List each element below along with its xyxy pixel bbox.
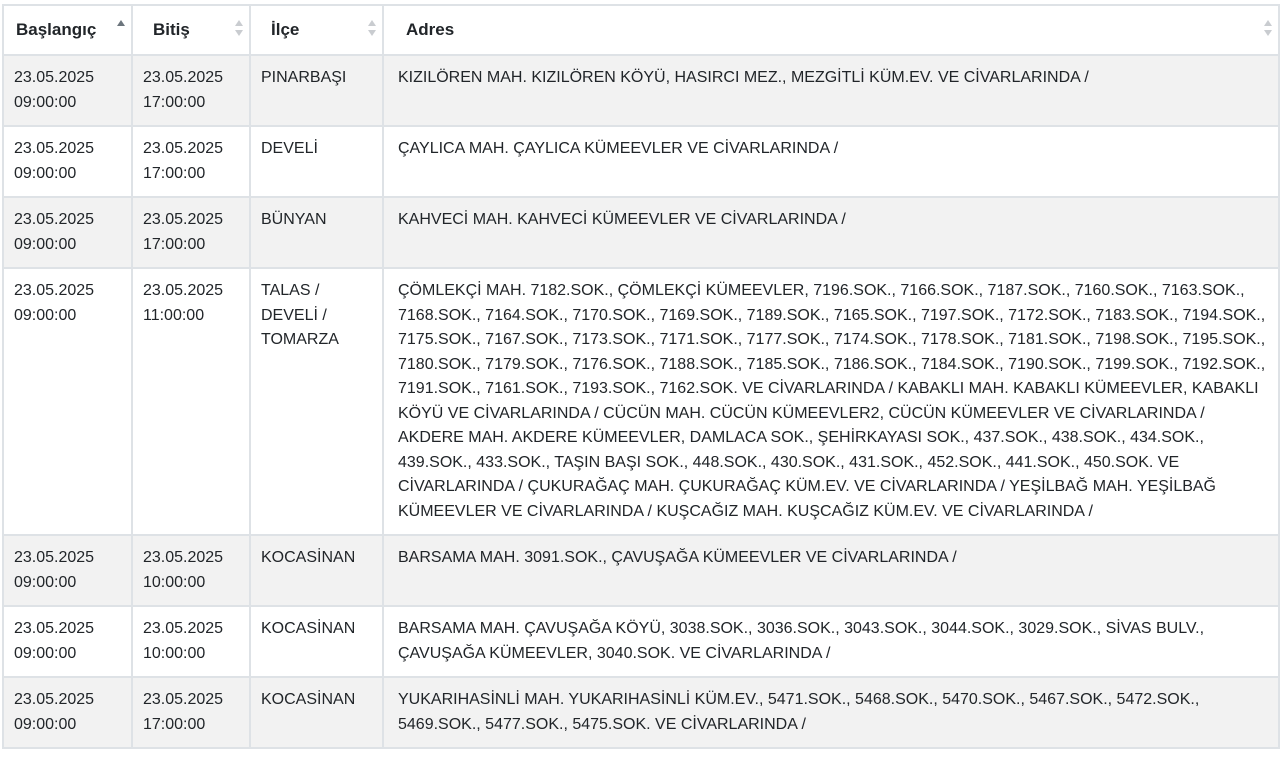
- table-row: [3, 535, 1279, 606]
- end-time: 17:00:00: [143, 235, 206, 253]
- start-time: 09:00:00: [14, 573, 77, 591]
- start-cell: [3, 197, 132, 268]
- start-time: 09:00:00: [14, 164, 77, 182]
- start-date: 23.05.2025: [14, 211, 95, 228]
- sort-ascending-icon: [117, 18, 125, 40]
- end-date: 23.05.2025: [143, 282, 224, 299]
- end-date: 23.05.2025: [143, 620, 224, 637]
- address-cell: KAHVECİ MAH. KAHVECİ KÜMEEVLER VE CİVARLARINDA /: [383, 197, 1279, 268]
- table-row: [3, 606, 1279, 677]
- address-cell: ÇÖMLEKÇİ MAH. 7182.SOK., ÇÖMLEKÇİ KÜMEEVLER, 7196.SOK., 7166.SOK., 7187.SOK., 7160.SOK., 7163.SOK., 7168.SOK., 7164.SOK., 7170.SOK., 7169.SOK., 7189.SOK., 7165.SOK., 7197.SOK., 7172.SOK., 7183.SOK., 7194.SOK., 7175.SOK., 7167.SOK., 7173.SOK., 7171.SOK., 7177.SOK., 7174.SOK., 7178.SOK., 7181.SOK., 7198.SOK., 7195.SOK., 7180.SOK., 7179.SOK., 7176.SOK., 7188.SOK., 7185.SOK., 7186.SOK., 7184.SOK., 7190.SOK., 7199.SOK., 7192.SOK., 7191.SOK., 7161.SOK., 7193.SOK., 7162.SOK. VE CİVARLARINDA / KABAKLI MAH. KABAKLI KÜMEEVLER, KABAKLI KÖYÜ VE CİVARLARINDA / CÜCÜN MAH. CÜCÜN KÜMEEVLER2, CÜCÜN KÜMEEVLER VE CİVARLARINDA / AKDERE MAH. AKDERE KÜMEEVLER, DAMLACA SOK., ŞEHİRKAYASI SOK., 437.SOK., 438.SOK., 434.SOK., 439.SOK., 433.SOK., TAŞIN BAŞI SOK., 448.SOK., 430.SOK., 431.SOK., 452.SOK., 441.SOK., 450.SOK. VE CİVARLARINDA / ÇUKURAĞAÇ MAH. ÇUKURAĞAÇ KÜM.EV. VE CİVARLARINDA / YEŞİLBAĞ MAH. YEŞİLBAĞ KÜMEEVLER VE CİVARLARINDA / KUŞCAĞIZ MAH. KUŞCAĞIZ KÜM.EV. VE CİVARLARINDA /: [383, 268, 1279, 535]
- table-header-row: [3, 5, 1279, 55]
- district-cell: KOCASİNAN: [250, 606, 383, 677]
- district-cell: BÜNYAN: [250, 197, 383, 268]
- end-time: 11:00:00: [143, 306, 205, 324]
- column-header-start[interactable]: [3, 5, 132, 55]
- start-date: 23.05.2025: [14, 140, 95, 157]
- start-date: 23.05.2025: [14, 549, 95, 566]
- end-cell: [132, 55, 250, 126]
- start-cell: [3, 126, 132, 197]
- start-time: 09:00:00: [14, 306, 77, 324]
- column-header-address[interactable]: [383, 5, 1279, 55]
- start-cell: [3, 55, 132, 126]
- end-cell: [132, 606, 250, 677]
- address-cell: ÇAYLICA MAH. ÇAYLICA KÜMEEVLER VE CİVARLARINDA /: [383, 126, 1279, 197]
- start-cell: [3, 677, 132, 748]
- sort-icon: [1264, 18, 1272, 40]
- end-time: 17:00:00: [143, 164, 206, 182]
- address-cell: KIZILÖREN MAH. KIZILÖREN KÖYÜ, HASIRCI MEZ., MEZGİTLİ KÜM.EV. VE CİVARLARINDA /: [383, 55, 1279, 126]
- end-date: 23.05.2025: [143, 69, 224, 86]
- table-row: [3, 268, 1279, 535]
- start-time: 09:00:00: [14, 93, 77, 111]
- column-header-start-label: Başlangıç: [16, 20, 97, 39]
- sort-icon: [368, 18, 376, 40]
- start-time: 09:00:00: [14, 715, 77, 733]
- end-cell: [132, 268, 250, 535]
- column-header-end-label: Bitiş: [153, 20, 190, 39]
- sort-icon: [235, 18, 243, 40]
- table-row: [3, 126, 1279, 197]
- end-cell: [132, 535, 250, 606]
- district-cell: KOCASİNAN: [250, 535, 383, 606]
- district-cell: DEVELİ: [250, 126, 383, 197]
- start-cell: [3, 535, 132, 606]
- district-cell: TALAS / DEVELİ / TOMARZA: [250, 268, 383, 535]
- address-cell: YUKARIHASİNLİ MAH. YUKARIHASİNLİ KÜM.EV., 5471.SOK., 5468.SOK., 5470.SOK., 5467.SOK., 5472.SOK., 5469.SOK., 5477.SOK., 5475.SOK. VE CİVARLARINDA /: [383, 677, 1279, 748]
- start-cell: [3, 606, 132, 677]
- address-cell: BARSAMA MAH. 3091.SOK., ÇAVUŞAĞA KÜMEEVLER VE CİVARLARINDA /: [383, 535, 1279, 606]
- column-header-district-label: İlçe: [271, 20, 300, 39]
- start-date: 23.05.2025: [14, 282, 95, 299]
- end-date: 23.05.2025: [143, 211, 224, 228]
- end-time: 10:00:00: [143, 644, 206, 662]
- start-date: 23.05.2025: [14, 69, 95, 86]
- column-header-district[interactable]: [250, 5, 383, 55]
- end-time: 17:00:00: [143, 715, 206, 733]
- address-cell: BARSAMA MAH. ÇAVUŞAĞA KÖYÜ, 3038.SOK., 3036.SOK., 3043.SOK., 3044.SOK., 3029.SOK., SİVAS BULV., ÇAVUŞAĞA KÜMEEVLER, 3040.SOK. VE CİVARLARINDA /: [383, 606, 1279, 677]
- start-time: 09:00:00: [14, 235, 77, 253]
- district-cell: PINARBAŞI: [250, 55, 383, 126]
- end-cell: [132, 126, 250, 197]
- start-date: 23.05.2025: [14, 691, 95, 708]
- table-row: [3, 677, 1279, 748]
- end-date: 23.05.2025: [143, 549, 224, 566]
- end-time: 17:00:00: [143, 93, 206, 111]
- district-cell: KOCASİNAN: [250, 677, 383, 748]
- column-header-address-label: Adres: [406, 20, 455, 39]
- end-cell: [132, 677, 250, 748]
- start-date: 23.05.2025: [14, 620, 95, 637]
- end-cell: [132, 197, 250, 268]
- start-time: 09:00:00: [14, 644, 77, 662]
- end-date: 23.05.2025: [143, 691, 224, 708]
- table-row: [3, 197, 1279, 268]
- outage-table: [2, 4, 1280, 749]
- end-time: 10:00:00: [143, 573, 206, 591]
- end-date: 23.05.2025: [143, 140, 224, 157]
- column-header-end[interactable]: [132, 5, 250, 55]
- start-cell: [3, 268, 132, 535]
- table-row: [3, 55, 1279, 126]
